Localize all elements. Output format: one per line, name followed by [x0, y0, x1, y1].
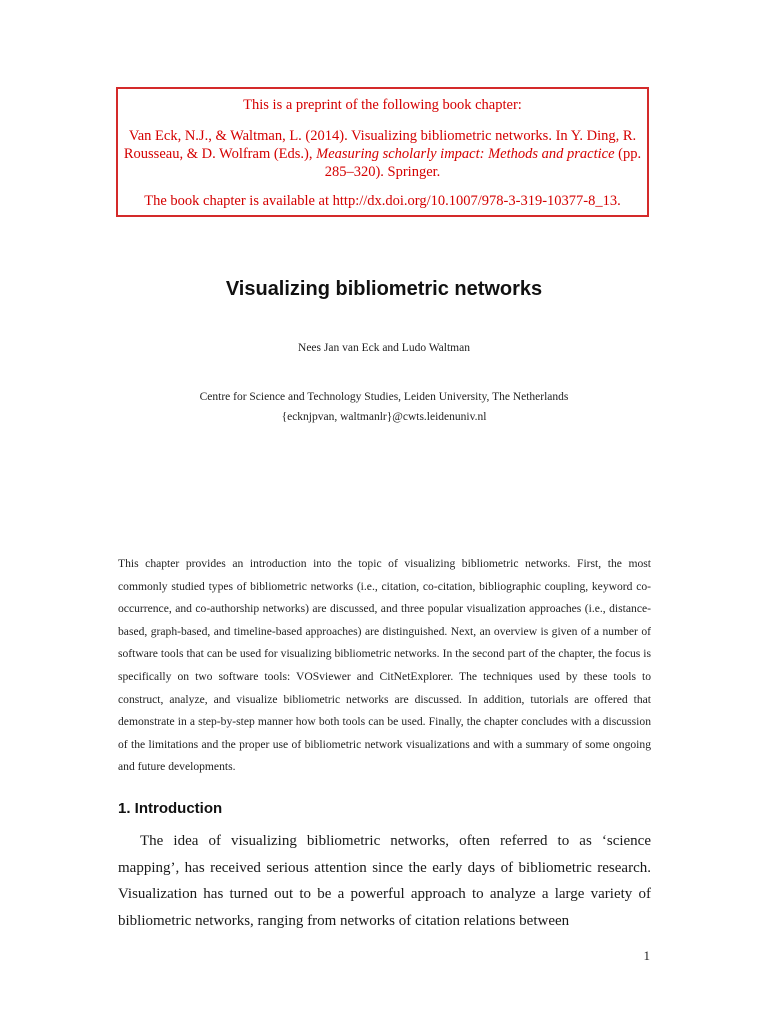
citation-book-title: Measuring scholarly impact: Methods and practice: [316, 146, 615, 162]
section-heading-introduction: 1. Introduction: [118, 800, 223, 817]
author-affiliation-block: [0, 387, 768, 427]
author-emails: {ecknjpvan, waltmanlr}@cwts.leidenuniv.nl: [281, 411, 487, 423]
preprint-citation: [118, 127, 647, 181]
abstract-paragraph: This chapter provides an introduction into the topic of visualizing bibliometric networks. First, the most commonly studied types of bibliometric networks (i.e., citation, co-citation, bibliographic coupling, keyword co-occurrence, and co-authorship networks) are discussed, and three popular visualization approaches (i.e., distance-based, graph-based, and timeline-based approaches) are distinguished. Next, an overview is given of a number of software tools that can be used for visualizing bibliometric networks. In the second part of the chapter, the focus is specifically on two software tools: VOSviewer and CitNetExplorer. The techniques used by these tools to construct, analyze, and visualize bibliometric networks are discussed. In addition, tutorials are offered that demonstrate in a step-by-step manner how both tools can be used. Finally, the chapter concludes with a discussion of the limitations and the proper use of bibliometric network visualizations and with a summary of some ongoing and future developments.: [118, 557, 651, 774]
affiliation-text: Centre for Science and Technology Studies, Leiden University, The Netherlands: [199, 391, 569, 403]
preprint-notice-box: [116, 87, 649, 217]
paper-authors: Nees Jan van Eck and Ludo Waltman: [298, 342, 470, 354]
paper-title: Visualizing bibliometric networks: [225, 278, 543, 300]
introduction-paragraph: The idea of visualizing bibliometric networks, often referred to as ‘science mapping’, has received serious attention since the early days of bibliometric research. Visualization has turned out to be a powerful approach to analyze a large variety of bibliometric networks, ranging from networks of citation relations between: [118, 833, 651, 929]
page-number: 1: [643, 948, 650, 963]
citation-end-text: (pp. 285–320). Springer.: [324, 146, 642, 180]
preprint-availability: The book chapter is available at http://dx.doi.org/10.1007/978-3-319-10377-8_13.: [144, 193, 621, 209]
citation-plain-text: Van Eck, N.J., & Waltman, L. (2014). Visualizing bibliometric networks. In Y. Ding, R. Rousseau, & D. Wolfram (Eds.),: [123, 128, 637, 162]
preprint-notice-line: This is a preprint of the following book chapter:: [243, 97, 522, 113]
